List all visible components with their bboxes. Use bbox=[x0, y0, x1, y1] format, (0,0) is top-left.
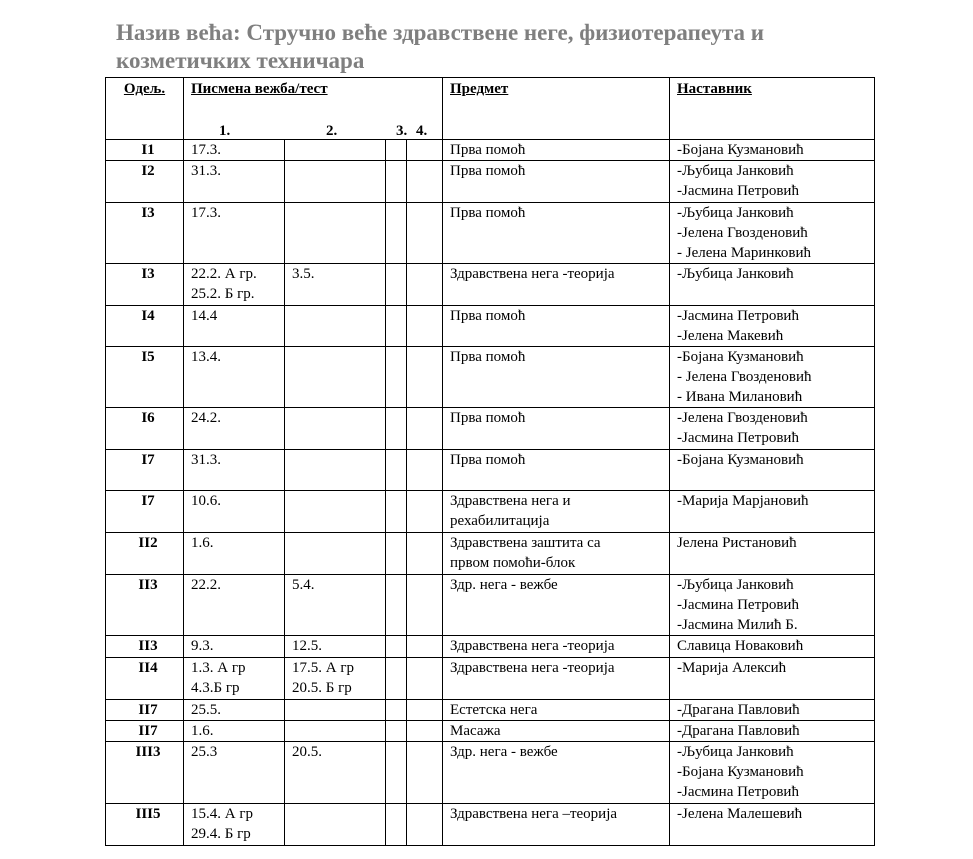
cell-teacher-line: -Јасмина Петровић bbox=[677, 430, 799, 446]
cell-dept bbox=[106, 658, 184, 700]
table-row bbox=[106, 533, 875, 575]
table-row bbox=[106, 575, 875, 636]
cell-dept-line: III5 bbox=[135, 806, 161, 822]
cell-teacher bbox=[670, 264, 875, 306]
cell-subject bbox=[443, 450, 670, 491]
cell-teacher bbox=[670, 658, 875, 700]
cell-test-4 bbox=[407, 658, 443, 700]
cell-teacher-line: -Јасмина Петровић bbox=[677, 183, 799, 199]
cell-test-1 bbox=[184, 575, 285, 636]
cell-dept-line: I3 bbox=[141, 266, 155, 282]
cell-test-3 bbox=[386, 408, 407, 450]
cell-test-1-line: 17.3. bbox=[191, 205, 221, 221]
cell-test-3 bbox=[386, 721, 407, 742]
cell-test-1 bbox=[184, 408, 285, 450]
cell-dept-line: I4 bbox=[141, 308, 155, 324]
table-row bbox=[106, 804, 875, 846]
cell-test-1-line: 13.4. bbox=[191, 349, 221, 365]
cell-dept bbox=[106, 450, 184, 491]
cell-dept-line: I7 bbox=[141, 493, 155, 509]
cell-dept bbox=[106, 636, 184, 658]
cell-teacher-line: -Бојана Кузмановић bbox=[677, 349, 804, 365]
cell-test-2 bbox=[285, 450, 386, 491]
cell-teacher-line: - Јелена Гвозденовић bbox=[677, 369, 812, 385]
cell-subject bbox=[443, 533, 670, 575]
cell-subject bbox=[443, 804, 670, 846]
cell-teacher bbox=[670, 347, 875, 408]
cell-subject bbox=[443, 203, 670, 264]
cell-teacher-line: -Јасмина Петровић bbox=[677, 597, 799, 613]
cell-test-1 bbox=[184, 306, 285, 347]
cell-teacher bbox=[670, 203, 875, 264]
cell-subject bbox=[443, 491, 670, 533]
table-row bbox=[106, 700, 875, 721]
cell-test-4 bbox=[407, 721, 443, 742]
cell-test-2 bbox=[285, 575, 386, 636]
cell-teacher-line: -Јасмина Петровић bbox=[677, 784, 799, 800]
cell-dept bbox=[106, 533, 184, 575]
cell-test-3 bbox=[386, 450, 407, 491]
cell-test-2 bbox=[285, 636, 386, 658]
schedule-table bbox=[105, 77, 875, 846]
cell-teacher-line: - Ивана Милановић bbox=[677, 389, 803, 405]
cell-subject-line: Здр. нега - вежбе bbox=[450, 744, 558, 760]
cell-teacher-line: -Марија Марјановић bbox=[677, 493, 809, 509]
cell-subject-line: првом помоћи-блок bbox=[450, 555, 576, 571]
cell-dept bbox=[106, 347, 184, 408]
cell-test-3 bbox=[386, 347, 407, 408]
cell-test-1-line: 25.2. Б гр. bbox=[191, 286, 255, 302]
cell-dept bbox=[106, 491, 184, 533]
cell-test-1 bbox=[184, 140, 285, 161]
table-row bbox=[106, 450, 875, 491]
cell-dept bbox=[106, 575, 184, 636]
cell-test-1 bbox=[184, 700, 285, 721]
cell-teacher bbox=[670, 721, 875, 742]
cell-subject-line: Здравствена нега –теорија bbox=[450, 806, 618, 822]
cell-test-3 bbox=[386, 700, 407, 721]
cell-test-4 bbox=[407, 161, 443, 203]
cell-teacher bbox=[670, 575, 875, 636]
header-dept: Одељ. bbox=[106, 78, 184, 140]
cell-subject-line: Здравствена нега -теорија bbox=[450, 660, 615, 676]
table-row bbox=[106, 203, 875, 264]
cell-test-2 bbox=[285, 804, 386, 846]
cell-test-2 bbox=[285, 264, 386, 306]
cell-subject bbox=[443, 742, 670, 804]
cell-test-1 bbox=[184, 804, 285, 846]
cell-test-3 bbox=[386, 742, 407, 804]
cell-dept-line: I1 bbox=[141, 142, 155, 158]
cell-teacher-line: -Јелена Гвозденовић bbox=[677, 410, 808, 426]
cell-test-3 bbox=[386, 264, 407, 306]
cell-dept-line: II4 bbox=[138, 660, 158, 676]
cell-teacher bbox=[670, 742, 875, 804]
table-row bbox=[106, 658, 875, 700]
cell-subject-line: Прва помоћ bbox=[450, 452, 526, 468]
cell-test-4 bbox=[407, 533, 443, 575]
table-row bbox=[106, 408, 875, 450]
cell-dept-line: II3 bbox=[138, 577, 158, 593]
cell-test-1-line: 29.4. Б гр bbox=[191, 826, 251, 842]
cell-teacher-line: -Јелена Гвозденовић bbox=[677, 225, 808, 241]
cell-test-4 bbox=[407, 408, 443, 450]
cell-test-1 bbox=[184, 450, 285, 491]
cell-teacher bbox=[670, 491, 875, 533]
cell-test-1-line: 17.3. bbox=[191, 142, 221, 158]
cell-test-2 bbox=[285, 491, 386, 533]
cell-test-1-line: 25.5. bbox=[191, 702, 221, 718]
cell-subject bbox=[443, 575, 670, 636]
cell-teacher-line: Славица Новаковић bbox=[677, 638, 804, 654]
cell-subject bbox=[443, 306, 670, 347]
cell-subject bbox=[443, 721, 670, 742]
cell-test-2 bbox=[285, 347, 386, 408]
cell-test-1-line: 31.3. bbox=[191, 452, 221, 468]
cell-test-1 bbox=[184, 161, 285, 203]
cell-subject-line: Здравствена нега и bbox=[450, 493, 571, 509]
cell-test-1 bbox=[184, 636, 285, 658]
cell-teacher-line: - Јелена Маринковић bbox=[677, 245, 812, 261]
cell-test-4 bbox=[407, 700, 443, 721]
cell-teacher-line: -Драгана Павловић bbox=[677, 723, 800, 739]
cell-test-2-line: 12.5. bbox=[292, 638, 322, 654]
table-row bbox=[106, 140, 875, 161]
cell-teacher-line: -Љубица Јанковић bbox=[677, 205, 794, 221]
cell-test-4 bbox=[407, 450, 443, 491]
header-subject: Предмет bbox=[443, 78, 670, 140]
cell-subject bbox=[443, 264, 670, 306]
cell-dept-line: II2 bbox=[138, 535, 158, 551]
cell-test-4 bbox=[407, 491, 443, 533]
cell-test-1-line: 22.2. А гр. bbox=[191, 266, 257, 282]
cell-test-3 bbox=[386, 203, 407, 264]
table-row bbox=[106, 264, 875, 306]
cell-subject-line: Прва помоћ bbox=[450, 308, 526, 324]
cell-teacher-line: -Јасмина Петровић bbox=[677, 308, 799, 324]
cell-test-4 bbox=[407, 347, 443, 408]
cell-teacher bbox=[670, 533, 875, 575]
cell-dept-line: I6 bbox=[141, 410, 155, 426]
cell-test-2-line: 17.5. А гр bbox=[292, 660, 354, 676]
cell-test-1-line: 31.3. bbox=[191, 163, 221, 179]
cell-subject-line: рехабилитација bbox=[450, 513, 550, 529]
cell-test-1 bbox=[184, 203, 285, 264]
cell-dept-line: II3 bbox=[138, 638, 158, 654]
cell-test-3 bbox=[386, 804, 407, 846]
cell-test-2 bbox=[285, 721, 386, 742]
table-row bbox=[106, 306, 875, 347]
cell-subject-line: Здравствена нега -теорија bbox=[450, 638, 615, 654]
cell-subject-line: Здравствена нега -теорија bbox=[450, 266, 615, 282]
cell-teacher bbox=[670, 700, 875, 721]
cell-test-1 bbox=[184, 658, 285, 700]
cell-dept-line: II7 bbox=[138, 702, 158, 718]
header-written-test bbox=[184, 78, 443, 140]
cell-test-1-line: 14.4 bbox=[191, 308, 218, 324]
cell-subject-line: Естетска нега bbox=[450, 702, 538, 718]
cell-test-2-line: 20.5. Б гр bbox=[292, 680, 352, 696]
cell-dept bbox=[106, 264, 184, 306]
cell-test-3 bbox=[386, 306, 407, 347]
cell-teacher bbox=[670, 140, 875, 161]
cell-test-4 bbox=[407, 203, 443, 264]
cell-test-1-line: 24.2. bbox=[191, 410, 221, 426]
cell-subject bbox=[443, 700, 670, 721]
cell-dept-line: I7 bbox=[141, 452, 155, 468]
table-row bbox=[106, 347, 875, 408]
cell-subject-line: Прва помоћ bbox=[450, 163, 526, 179]
cell-test-1 bbox=[184, 742, 285, 804]
header-sub-2: 2. bbox=[326, 123, 338, 139]
cell-test-1 bbox=[184, 264, 285, 306]
table-row bbox=[106, 636, 875, 658]
cell-test-2 bbox=[285, 742, 386, 804]
cell-test-2 bbox=[285, 533, 386, 575]
cell-teacher bbox=[670, 636, 875, 658]
cell-subject bbox=[443, 140, 670, 161]
cell-teacher-line: -Љубица Јанковић bbox=[677, 163, 794, 179]
cell-test-1-line: 1.6. bbox=[191, 723, 214, 739]
cell-teacher-line: -Јелена Макевић bbox=[677, 328, 784, 344]
cell-test-2-line: 5.4. bbox=[292, 577, 315, 593]
table-row bbox=[106, 742, 875, 804]
cell-test-2-line: 20.5. bbox=[292, 744, 322, 760]
cell-dept-line: I5 bbox=[141, 349, 155, 365]
cell-teacher-line: -Бојана Кузмановић bbox=[677, 142, 804, 158]
cell-teacher-line: -Јелена Малешевић bbox=[677, 806, 803, 822]
cell-test-1-line: 1.6. bbox=[191, 535, 214, 551]
cell-test-1-line: 22.2. bbox=[191, 577, 221, 593]
cell-test-1-line: 4.3.Б гр bbox=[191, 680, 240, 696]
cell-teacher-line: -Љубица Јанковић bbox=[677, 266, 794, 282]
cell-test-3 bbox=[386, 636, 407, 658]
header-sub-1: 1. bbox=[219, 123, 231, 139]
cell-test-3 bbox=[386, 575, 407, 636]
cell-test-2 bbox=[285, 203, 386, 264]
cell-subject bbox=[443, 347, 670, 408]
cell-dept bbox=[106, 140, 184, 161]
cell-dept-line: II7 bbox=[138, 723, 158, 739]
cell-test-3 bbox=[386, 140, 407, 161]
cell-teacher-line: -Љубица Јанковић bbox=[677, 744, 794, 760]
cell-teacher-line: Јелена Ристановић bbox=[677, 535, 797, 551]
cell-dept bbox=[106, 408, 184, 450]
cell-test-2 bbox=[285, 161, 386, 203]
cell-dept bbox=[106, 721, 184, 742]
cell-test-4 bbox=[407, 264, 443, 306]
cell-test-1 bbox=[184, 491, 285, 533]
cell-test-2 bbox=[285, 408, 386, 450]
header-written-label: Писмена вежба/тест bbox=[191, 81, 328, 97]
cell-subject bbox=[443, 408, 670, 450]
cell-test-3 bbox=[386, 491, 407, 533]
cell-test-1-line: 25.3 bbox=[191, 744, 218, 760]
cell-test-4 bbox=[407, 140, 443, 161]
page-title: Назив већа: Стручно веће здравствене неге, физиотерапеута и козметичких техничара bbox=[116, 20, 765, 73]
cell-dept bbox=[106, 161, 184, 203]
cell-test-4 bbox=[407, 636, 443, 658]
cell-subject-line: Здр. нега - вежбе bbox=[450, 577, 558, 593]
cell-dept bbox=[106, 306, 184, 347]
cell-subject bbox=[443, 658, 670, 700]
header-teacher: Наставник bbox=[670, 78, 875, 140]
cell-subject-line: Масажа bbox=[450, 723, 501, 739]
table-row bbox=[106, 161, 875, 203]
table-row bbox=[106, 721, 875, 742]
cell-dept-line: III3 bbox=[135, 744, 161, 760]
cell-test-2 bbox=[285, 306, 386, 347]
cell-dept bbox=[106, 700, 184, 721]
cell-subject-line: Прва помоћ bbox=[450, 410, 526, 426]
cell-test-3 bbox=[386, 533, 407, 575]
cell-subject-line: Прва помоћ bbox=[450, 205, 526, 221]
header-sub-4: 4. bbox=[416, 123, 428, 139]
cell-test-1-line: 10.6. bbox=[191, 493, 221, 509]
cell-dept-line: I3 bbox=[141, 205, 155, 221]
cell-test-4 bbox=[407, 306, 443, 347]
cell-teacher bbox=[670, 161, 875, 203]
table-row bbox=[106, 491, 875, 533]
cell-test-1 bbox=[184, 533, 285, 575]
cell-test-2 bbox=[285, 658, 386, 700]
cell-teacher-line: -Љубица Јанковић bbox=[677, 577, 794, 593]
header-sub-3: 3. bbox=[396, 123, 408, 139]
cell-teacher bbox=[670, 408, 875, 450]
cell-subject bbox=[443, 161, 670, 203]
cell-test-4 bbox=[407, 575, 443, 636]
cell-dept bbox=[106, 742, 184, 804]
cell-test-3 bbox=[386, 161, 407, 203]
cell-test-2-line: 3.5. bbox=[292, 266, 315, 282]
cell-teacher-line: -Бојана Кузмановић bbox=[677, 764, 804, 780]
cell-test-1 bbox=[184, 721, 285, 742]
cell-teacher bbox=[670, 804, 875, 846]
cell-teacher bbox=[670, 306, 875, 347]
table-header-row bbox=[106, 78, 875, 140]
cell-dept bbox=[106, 804, 184, 846]
cell-subject-line: Прва помоћ bbox=[450, 349, 526, 365]
cell-test-1-line: 15.4. А гр bbox=[191, 806, 253, 822]
cell-test-1-line: 9.3. bbox=[191, 638, 214, 654]
cell-teacher-line: -Јасмина Милић Б. bbox=[677, 617, 798, 633]
cell-subject-line: Прва помоћ bbox=[450, 142, 526, 158]
cell-test-1-line: 1.3. А гр bbox=[191, 660, 246, 676]
cell-teacher bbox=[670, 450, 875, 491]
cell-dept bbox=[106, 203, 184, 264]
cell-teacher-line: -Марија Алексић bbox=[677, 660, 787, 676]
cell-test-2 bbox=[285, 700, 386, 721]
cell-subject bbox=[443, 636, 670, 658]
cell-test-4 bbox=[407, 804, 443, 846]
cell-test-4 bbox=[407, 742, 443, 804]
cell-dept-line: I2 bbox=[141, 163, 155, 179]
cell-test-2 bbox=[285, 140, 386, 161]
cell-teacher-line: -Бојана Кузмановић bbox=[677, 452, 804, 468]
cell-test-3 bbox=[386, 658, 407, 700]
cell-teacher-line: -Драгана Павловић bbox=[677, 702, 800, 718]
cell-subject-line: Здравствена заштита са bbox=[450, 535, 601, 551]
cell-test-1 bbox=[184, 347, 285, 408]
